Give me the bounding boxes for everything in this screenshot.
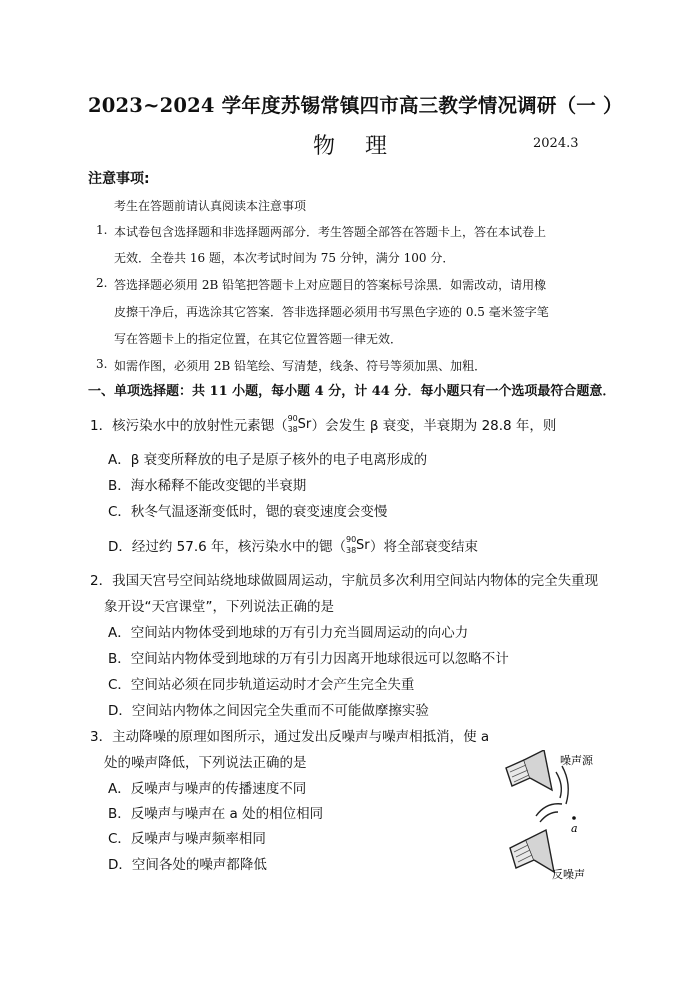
option-a: A．β 衰变所释放的电子是原子核外的电子电离形成的 [108,452,428,468]
notice-item-num: 2. [96,276,108,290]
option-c: C．空间站必须在同步轨道运动时才会产生完全失重 [108,677,415,693]
option-b: B．反噪声与噪声在 a 处的相位相同 [108,806,324,822]
option-c: C．反噪声与噪声频率相同 [108,831,266,847]
question-2-stem-line: 象开设“天宫课堂”，下列说法正确的是 [104,599,334,615]
option-b: B．空间站内物体受到地球的万有引力因离开地球很远可以忽略不计 [108,651,509,667]
notice-line: 写在答题卡上的指定位置，在其它位置答题一律无效． [114,332,403,346]
notice-line: 无效．全卷共 16 题，本次考试时间为 75 分钟，满分 100 分． [114,251,455,265]
option-c: C．秋冬气温逐渐变低时，锶的衰变速度会变慢 [108,504,388,520]
noise-source-label: 噪声源 [560,754,593,767]
notice-line: 如需作图，必须用 2B 铅笔绘、写清楚，线条、符号等须加黑、加粗． [114,359,487,373]
exam-date: 2024.3 [533,136,579,151]
point-a-label: a [571,822,578,835]
anti-noise-label: 反噪声 [552,868,585,881]
point-a-marker [572,816,576,820]
isotope-sr: 90 38 Sr [346,535,370,555]
question-2-stem-line: 2．我国天宫号空间站绕地球做圆周运动，宇航员多次利用空间站内物体的完全失重现 [90,573,599,589]
option-d: D．经过约 57.6 年，核污染水中的锶（ 90 38 Sr ）将全部衰变结束 [108,535,479,555]
notice-item-num: 3. [96,357,108,371]
noise-diagram [500,750,640,885]
notice-intro: 考生在答题前请认真阅读本注意事项 [114,199,307,213]
option-b: B．海水稀释不能改变锶的半衰期 [108,478,307,494]
notice-heading: 注意事项: [88,171,150,187]
section-heading: 一、单项选择题：共 11 小题，每小题 4 分，计 44 分．每小题只有一个选项最符合题意． [88,384,616,399]
subject-title [313,129,387,160]
question-3-stem-line: 处的噪声降低，下列说法正确的是 [104,755,307,771]
notice-item-num: 1. [96,223,108,237]
notice-line: 答选择题必须用 2B 铅笔把答题卡上对应题目的答案标号涂黑．如需改动，请用橡 [114,278,547,292]
anti-noise-speaker-icon [510,804,562,872]
question-3-stem-line: 3．主动降噪的原理如图所示，通过发出反噪声与噪声相抵消，使 a [90,729,490,745]
exam-title: 2023~2024 学年度苏锡常镇四市高三教学情况调研（一 ） [88,94,623,117]
subject-char-2: 理 [365,134,388,159]
option-a: A．反噪声与噪声的传播速度不同 [108,781,307,797]
option-d: D．空间各处的噪声都降低 [108,857,267,873]
question-1-stem: 1．核污染水中的放射性元素锶（ 90 38 Sr ）会发生 β 衰变，半衰期为 28.8 年，则 [90,414,557,434]
noise-cancel-figure [500,750,640,885]
option-a: A．空间站内物体受到地球的万有引力充当圆周运动的向心力 [108,625,469,641]
option-d: D．空间站内物体之间因完全失重而不可能做摩擦实验 [108,703,429,719]
noise-source-speaker-icon [506,750,568,804]
isotope-sr: 90 38 Sr [287,414,312,434]
notice-line: 本试卷包含选择题和非选择题两部分．考生答题全部答在答题卡上，答在本试卷上 [114,225,547,239]
subject-char-1: 物 [313,134,336,159]
notice-line: 皮擦干净后，再选涂其它答案．答非选择题必须用书写黑色字迹的 0.5 毫米签字笔 [114,305,549,319]
